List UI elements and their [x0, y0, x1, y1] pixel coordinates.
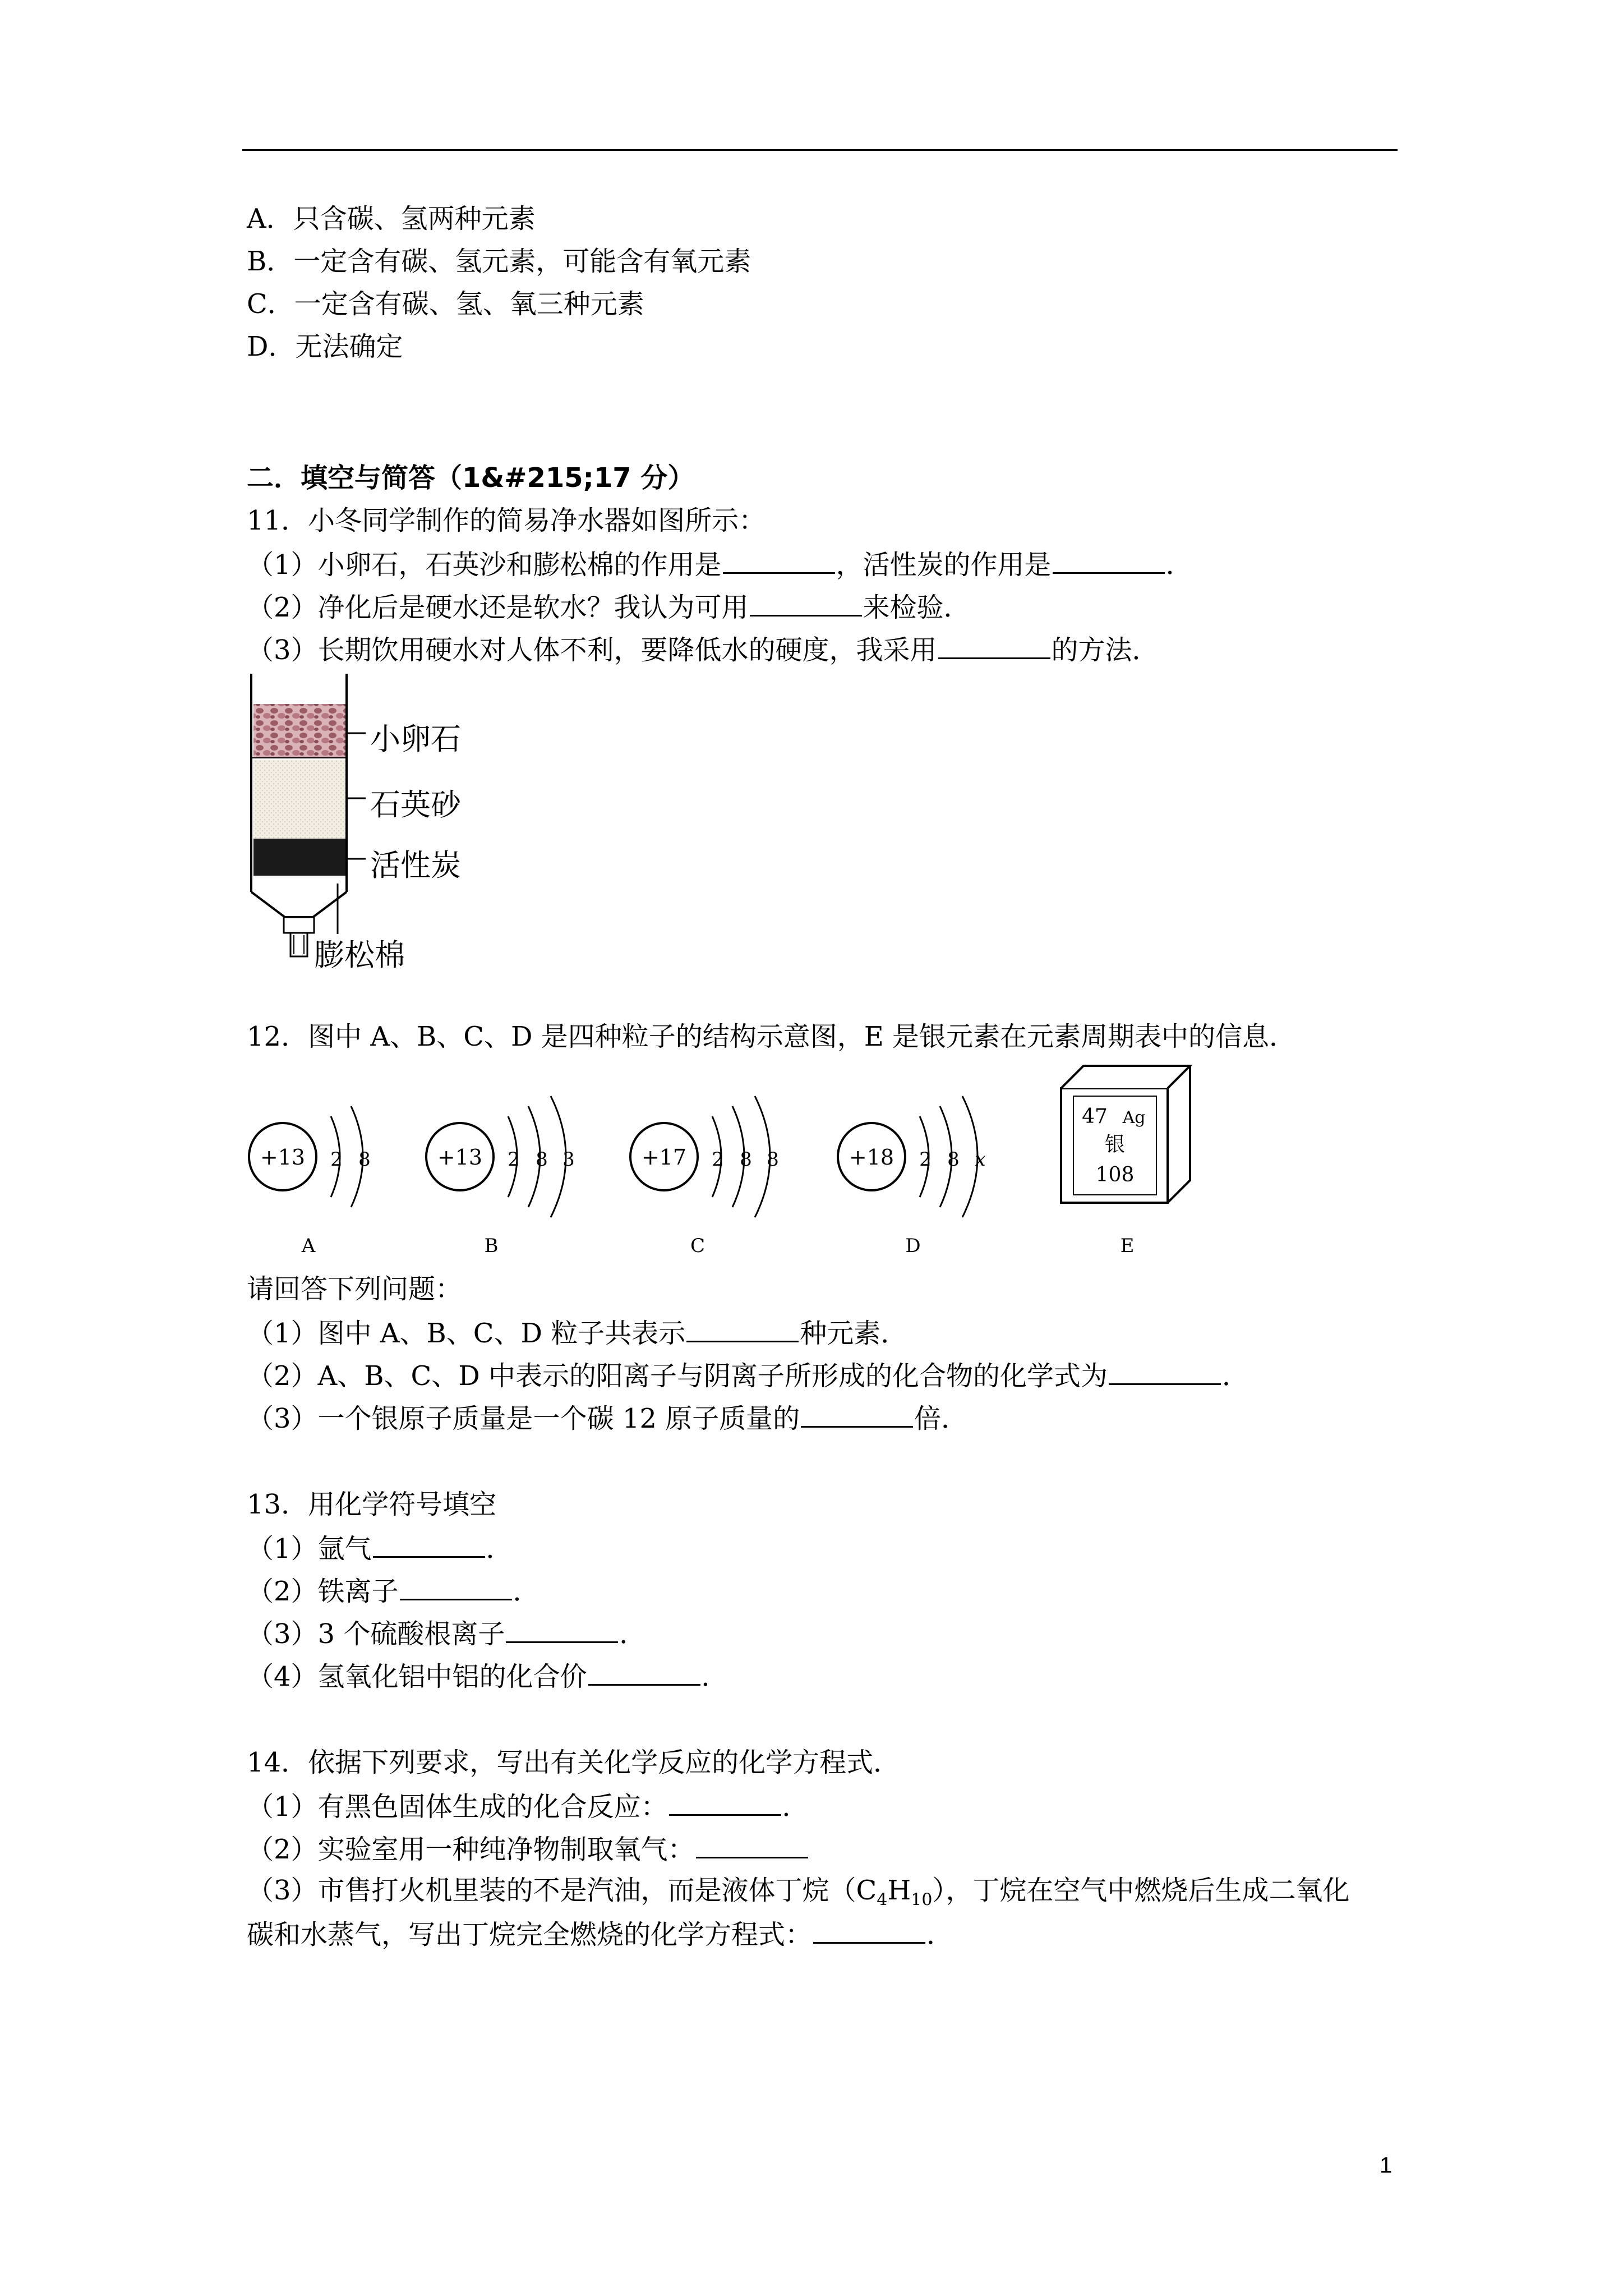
answer-blank[interactable] — [750, 589, 862, 616]
q14-p2-text: （2）实验室用一种纯净物制取氧气： — [247, 1834, 695, 1865]
nucleus-charge: +18 — [849, 1145, 895, 1170]
answer-blank[interactable] — [400, 1573, 512, 1600]
label-sand: 石英砂 — [370, 787, 461, 822]
option-a: A．只含碳、氢两种元素 — [247, 203, 536, 234]
q12-stem: 12．图中 A、B、C、D 是四种粒子的结构示意图，E 是银元素在元素周期表中的信息． — [247, 1021, 1297, 1052]
nucleus-charge: +13 — [437, 1145, 483, 1170]
element-symbol: Ag — [1122, 1108, 1146, 1128]
q12-p3-text-a: （3）一个银原子质量是一个碳 12 原子质量的 — [247, 1403, 800, 1434]
q13-part3 — [247, 1616, 646, 1651]
q13-part1 — [247, 1530, 513, 1566]
q13-end: ． — [619, 1618, 647, 1650]
q14-p3-text-a: （3）市售打火机里装的不是汽油，而是液体丁烷（C — [247, 1875, 877, 1906]
atomic-number: 47 — [1082, 1105, 1108, 1128]
q13-p3-text: （3）3 个硫酸根离子 — [247, 1618, 505, 1650]
q13-end: ． — [486, 1533, 513, 1565]
particle-letter: A — [301, 1235, 316, 1257]
answer-blank[interactable] — [696, 1831, 808, 1858]
option-d: D．无法确定 — [247, 331, 403, 362]
label-cotton: 膨松棉 — [314, 937, 405, 973]
element-box-e — [1061, 1066, 1190, 1257]
q13-part2 — [247, 1573, 540, 1608]
cotton-layer — [253, 876, 345, 892]
q13-end: ． — [513, 1576, 540, 1607]
q14-p3-text-c: 碳和水蒸气，写出丁烷完全燃烧的化学方程式： — [247, 1919, 813, 1950]
q11-p2-text-b: 来检验． — [863, 592, 971, 623]
particle-letter: E — [1120, 1235, 1135, 1257]
shell-electrons: x — [975, 1148, 986, 1171]
answer-blank[interactable] — [938, 632, 1050, 659]
shell-electrons: 8 — [740, 1148, 752, 1171]
particle-letter: C — [690, 1235, 706, 1257]
particle-diagrams — [241, 1060, 1217, 1268]
element-name: 银 — [1104, 1133, 1126, 1156]
answer-blank[interactable] — [669, 1788, 781, 1816]
q11-part2 — [247, 589, 971, 624]
shell-electrons: 2 — [508, 1148, 520, 1171]
q12-p2-text-b: ． — [1221, 1360, 1249, 1392]
q11-p1-text-b: ，活性炭的作用是 — [836, 549, 1052, 581]
answer-blank[interactable] — [686, 1315, 799, 1342]
answer-blank[interactable] — [373, 1530, 485, 1558]
q11-p1-text-a: （1）小卵石，石英沙和膨松棉的作用是 — [247, 549, 722, 581]
particle-c — [630, 1096, 779, 1257]
carbon-layer — [253, 839, 345, 876]
option-c: C．一定含有碳、氢、氧三种元素 — [247, 288, 644, 320]
q12-part2 — [247, 1358, 1249, 1393]
q11-p2-text-a: （2）净化后是硬水还是软水？我认为可用 — [247, 592, 749, 623]
section-title: 二．填空与简答（1&#215;17 分） — [247, 462, 695, 494]
subscript: 4 — [877, 1890, 888, 1910]
particle-letter: B — [484, 1235, 499, 1257]
q11-part1 — [247, 546, 1193, 582]
atomic-mass: 108 — [1095, 1163, 1135, 1186]
q14-part2 — [247, 1831, 809, 1866]
q14-p1-text-a: （1）有黑色固体生成的化合反应： — [247, 1791, 668, 1823]
header-rule — [242, 149, 1398, 151]
answer-blank[interactable] — [506, 1616, 618, 1643]
particle-letter: D — [905, 1235, 921, 1257]
q13-part4 — [247, 1658, 728, 1694]
q13-p2-text: （2）铁离子 — [247, 1576, 399, 1607]
shell-electrons: 2 — [712, 1148, 724, 1171]
q14-part1 — [247, 1788, 809, 1824]
answer-blank[interactable] — [588, 1658, 700, 1686]
particle-b — [426, 1096, 575, 1257]
q12-prompt: 请回答下列问题： — [247, 1273, 463, 1305]
q12-p2-text-a: （2）A、B、C、D 中表示的阳离子与阴离子所形成的化合物的化学式为 — [247, 1360, 1108, 1392]
hydrogen-symbol: H — [887, 1875, 911, 1906]
q12-p1-text-a: （1）图中 A、B、C、D 粒子共表示 — [247, 1318, 686, 1349]
q13-end: ． — [701, 1661, 728, 1692]
subscript: 10 — [911, 1890, 933, 1910]
answer-blank[interactable] — [813, 1916, 925, 1944]
q13-p1-text: （1）氩气 — [247, 1533, 372, 1565]
q11-p3-text-a: （3）长期饮用硬水对人体不利，要降低水的硬度，我采用 — [247, 634, 937, 666]
q13-p4-text: （4）氢氧化铝中铝的化合价 — [247, 1661, 587, 1692]
q11-part3 — [247, 632, 1159, 667]
q11-p3-text-b: 的方法． — [1051, 634, 1159, 666]
nucleus-charge: +17 — [641, 1145, 687, 1170]
answer-blank[interactable] — [801, 1400, 913, 1428]
option-b: B．一定含有碳、氢元素，可能含有氧元素 — [247, 246, 751, 277]
shell-electrons: 8 — [947, 1148, 960, 1171]
label-carbon: 活性炭 — [370, 848, 461, 883]
shell-electrons: 8 — [767, 1148, 779, 1171]
q14-part3-line1 — [247, 1874, 1349, 1917]
q14-p3-text-b: ），丁烷在空气中燃烧后生成二氧化 — [932, 1875, 1350, 1906]
particle-a — [249, 1106, 371, 1257]
answer-blank[interactable] — [723, 546, 835, 574]
particle-d — [838, 1096, 986, 1257]
shell-electrons: 2 — [919, 1148, 932, 1171]
sand-layer — [253, 760, 345, 839]
q13-stem: 13．用化学符号填空 — [247, 1489, 497, 1520]
shell-electrons: 8 — [536, 1148, 548, 1171]
q11-stem: 11．小冬同学制作的简易净水器如图所示： — [247, 505, 766, 536]
q12-part3 — [247, 1400, 968, 1435]
q11-p1-text-c: ． — [1165, 549, 1193, 581]
q14-part3-line2 — [247, 1916, 953, 1952]
q14-stem: 14．依据下列要求，写出有关化学反应的化学方程式． — [247, 1747, 901, 1778]
q14-p3-text-d: ． — [926, 1919, 954, 1950]
shell-electrons: 3 — [562, 1148, 575, 1171]
answer-blank[interactable] — [1109, 1358, 1221, 1385]
answer-blank[interactable] — [1053, 546, 1165, 574]
shell-electrons: 8 — [358, 1148, 371, 1171]
pebble-layer — [253, 704, 345, 758]
page-number: 1 — [1380, 2153, 1393, 2178]
nucleus-charge: +13 — [260, 1145, 306, 1170]
q14-p1-text-b: ． — [782, 1791, 809, 1823]
shell-electrons: 2 — [330, 1148, 343, 1171]
q12-part1 — [247, 1315, 907, 1350]
q12-p3-text-b: 倍． — [914, 1403, 969, 1434]
q12-p1-text-b: 种元素． — [800, 1318, 908, 1349]
label-pebble: 小卵石 — [370, 721, 461, 757]
